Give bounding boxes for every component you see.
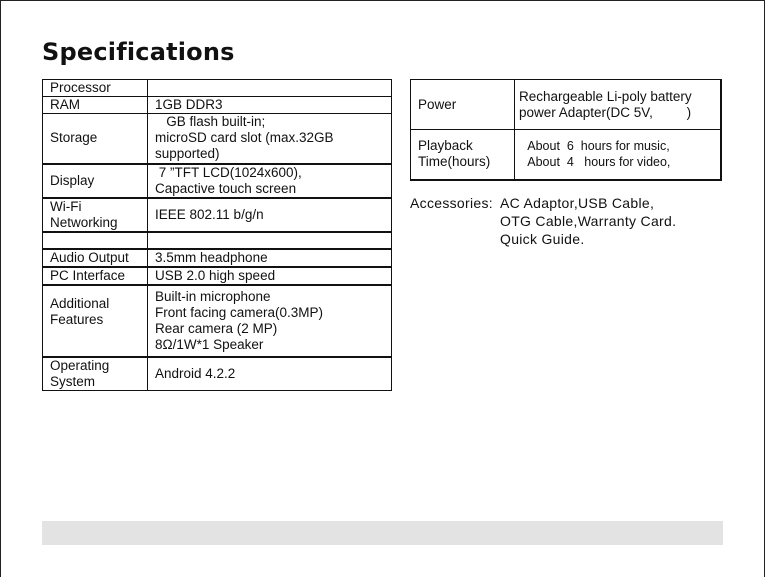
spec-value: [148, 80, 392, 97]
spec-label: Audio Output: [43, 249, 148, 267]
table-row: [43, 285, 392, 357]
spec-value-line: Rear camera (2 MP): [155, 320, 278, 336]
power-table: [410, 79, 722, 181]
spec-label: Power: [411, 80, 515, 130]
footer-bar: [42, 521, 723, 545]
spec-value: USB 2.0 high speed: [148, 267, 392, 285]
page-title: Specifications: [42, 38, 235, 66]
table-row: [43, 232, 392, 249]
spec-value-line: microSD card slot (max.32GB: [155, 130, 334, 146]
spec-value: [515, 80, 722, 130]
table-row: [43, 114, 392, 164]
table-row: [43, 249, 392, 267]
table-row: [411, 80, 722, 130]
accessories-label: Accessories:: [410, 195, 493, 211]
accessories-block: [410, 194, 676, 248]
accessories-line: OTG Cable,Warranty Card.: [500, 213, 677, 229]
spec-value: Android 4.2.2: [148, 357, 392, 391]
spec-value: 1GB DDR3: [148, 97, 392, 114]
spec-value-line: Capactive touch screen: [155, 180, 297, 196]
spec-value-line: 8Ω/1W*1 Speaker: [155, 336, 264, 352]
table-row: [43, 97, 392, 114]
accessories-row: [410, 212, 676, 230]
spec-label: Additional Features: [43, 285, 148, 357]
spec-label: Display: [43, 164, 148, 198]
spec-value-line: Built-in microphone: [155, 288, 271, 304]
table-row: [43, 80, 392, 97]
spec-value-line: About 4 hours for video,: [521, 155, 671, 170]
spec-value-line: 7 ”TFT LCD(1024x600),: [155, 164, 302, 180]
specifications-table: [42, 79, 392, 391]
accessories-line: Quick Guide.: [500, 231, 585, 247]
spec-value-line: GB flash built-in;: [155, 114, 266, 130]
table-row: [43, 357, 392, 391]
spec-label: Processor: [43, 80, 148, 97]
spec-value: [515, 130, 722, 180]
spec-label: Operating System: [43, 357, 148, 391]
spec-value-line: About 6 hours for music,: [521, 139, 670, 154]
spec-value: [148, 232, 392, 249]
spec-value: [148, 285, 392, 357]
accessories-indent: [410, 212, 500, 230]
accessories-line: AC Adaptor,USB Cable,: [500, 195, 655, 211]
spec-value-line: power Adapter(DC 5V, ): [519, 104, 692, 120]
spec-value: [148, 114, 392, 164]
spec-label: Wi-Fi Networking: [43, 198, 148, 232]
table-row: [43, 198, 392, 232]
spec-label: RAM: [43, 97, 148, 114]
accessories-row: [410, 194, 676, 212]
spec-label: [43, 232, 148, 249]
spec-label: Storage: [43, 114, 148, 164]
table-row: [411, 130, 722, 180]
accessories-indent: [410, 230, 500, 248]
spec-value: IEEE 802.11 b/g/n: [148, 198, 392, 232]
spec-value-line: Rechargeable Li-poly battery: [519, 88, 692, 104]
table-row: [43, 164, 392, 198]
accessories-row: [410, 230, 676, 248]
spec-label: Playback Time(hours): [411, 130, 515, 180]
spec-label: PC Interface: [43, 267, 148, 285]
spec-value: 3.5mm headphone: [148, 249, 392, 267]
table-row: [43, 267, 392, 285]
spec-value-line: supported): [155, 146, 220, 162]
spec-value-line: Front facing camera(0.3MP): [155, 304, 324, 320]
spec-value: [148, 164, 392, 198]
